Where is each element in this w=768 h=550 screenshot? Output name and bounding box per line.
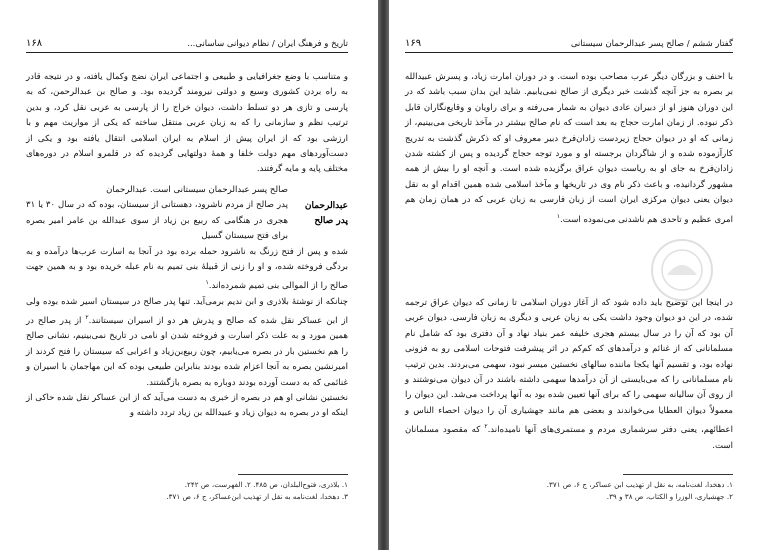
left-footnote-1: ۱. بلاذری، فتوح‌البلدان، ص ۴۸۵. ۲. الفهرست، ص ۲۴۲.	[184, 480, 348, 489]
left-running-head	[26, 36, 348, 53]
left-page-number: ۱۶۸	[26, 38, 43, 49]
right-running-head	[405, 36, 733, 53]
section-heading-line-2: پدر صالح	[314, 216, 348, 227]
left-footnotes	[26, 474, 348, 503]
section-heading	[290, 199, 348, 230]
book-gutter	[378, 0, 389, 550]
right-footnote-rule	[623, 474, 733, 475]
left-top-text: و متناسب با وضع جغرافیایی و طبیعی و اجتماعی ایران نضج وکمال یافته، و در نتیجه قادر به راه بردن کشوری وسیع و دولتی نیرومند گردیده بود. و صالح بن عبدالرحمن، که به پارسی و تازی هر دو تسلط داشت، دیوان خراج را از پارسی به عربی نقل کرد، و بدین ترتیب نظم و سازمانی را که به زبان عربی منتقل ساخته که یکی از مواریث مهم و با ارزشی بود که از ایران پیش از اسلام به ایران اسلامی انتقال یافته بود و یکی از دست‌آوردهای مهم دولت خلفا و همهٔ دولتهایی گردیده که در قلمرو اسلام در دوره‌های مختلف پایه و مایه گرفتند.	[26, 72, 348, 175]
right-main-paragraph	[405, 70, 733, 228]
right-footnote-2: ۲. جهشیاری، الوزرا و الکتاب، ص ۳۸ و ۳۹.	[606, 492, 733, 501]
section-paragraph-2	[26, 295, 348, 391]
watermark-seal-icon	[647, 235, 717, 305]
section-paragraph-2-cont: از پدر صالح در همین مورد و به علت ذکر اسارت و فروخته شدن او نامی در تاریخ نمی‌بینیم، نشانی صالح را هم نخستین بار در بصره می‌یابیم، چون ربیع‌بن‌زیاد و اعرابی که سیستان را فتح کردند از امیرنشین بصره به آنجا اعزام شده بودند بنابراین طبیعی بوده که این مهاجمان با اسیران و غنائمی که به دست آورده بودند دوباره به بصره بازگشتند.	[26, 315, 348, 388]
right-main-text-body: با احنف و بزرگان دیگر عرب مصاحب بوده است. و در دوران امارت زیاد، و پسرش عبیدالله بر بصره به جز آنچه گذشت خبر دیگری از صالح نمی‌یابیم. شاید این بدان سبب باشد که در این دوران هنوز او از دبیران عادی دیوان به شمار می‌رفته و برای راویان و وقایع‌نگاران قابل ذکر نبوده. از زمان امارت حجاج به بعد است که نام صالح بیشتر در مآخذ تاریخی می‌بینیم، از زمانی که او در دیوان حجاج زیردست زادان‌فرخ دبیر معروف او که ذکرش گذشت به تدریج کارآزموده شده و از شاگردان برجسته او و مورد توجه حجاج گردیده و پس از کشته شدن زادان‌فرخ به جای او به ریاست دیوان عراق برگزیده شده است. و آنچه او را بیش از همه مشهور گردانیده، و باعث ذکر نام وی در تاریخها و مآخذ اسلامی شده همین اقدام او به نقل دیوان یعنی دیوان مرکزی ایران است از زبان فارسی به زبان عربی که در همان زمان هم امری عظیم و تاحدی هم ناشدنی می‌نموده است.	[405, 72, 733, 225]
right-second-tail: که مقصود مسلمانان است.	[405, 425, 733, 451]
section-paragraph-1-text: شده و پس از فتح زرنگ به ناشرود حمله برده بود در آنجا به اسارت عرب‌ها درآمده و به بردگی فروخته شده، و او را زنی از قبیلهٔ بنی تمیم به نام عبله خریده بود و به همین جهت صالح را از الموالی بنی تمیم شمرده‌اند.	[26, 246, 348, 292]
right-footnote-ref-1: ۱	[556, 212, 561, 220]
footnote-ref-2: ۲	[85, 314, 89, 322]
section-paragraph-3: نخستین نشانی او هم در بصره از خبری به دست می‌آید که از ابن عساکر نقل شده حاکی از اینکه او در بصره به دیوان زیاد و عبیدالله بن زیاد تردد داشته و	[25, 393, 348, 419]
right-main-text	[405, 70, 733, 228]
section-lead: صالح پسر عبدالرحمان سیستانی است. عبدالرحمان	[106, 185, 288, 195]
right-footnotes	[405, 474, 733, 503]
footnote-ref-1: ۱	[205, 279, 209, 287]
section-heading-line-1: عبدالرحمان	[304, 201, 348, 211]
right-second-paragraph	[405, 296, 733, 454]
left-footnote-rule	[238, 474, 348, 475]
right-footnote-ref-2: ۲	[484, 423, 488, 431]
section-paragraph-1	[26, 245, 348, 295]
left-footnote-2: ۳. دهخدا، لغت‌نامه به نقل از تهذیب ابن‌عساکر، ج ۶، ص ۳۷۱.	[166, 492, 348, 501]
left-top-paragraph	[26, 70, 348, 178]
left-page	[0, 0, 378, 550]
right-page-number: ۱۶۹	[405, 38, 422, 49]
left-subsection	[26, 183, 348, 422]
right-page	[389, 0, 768, 550]
section-indented-text: پدر صالح از مردم ناشرود، دهستانی از سیستان، بوده که در سال ۳۰ یا ۳۱ هجری در هنگامی که ربیع بن زیاد از سوی عبدالله بن عامر امیر بصره برای فتح سیستان گسیل	[26, 200, 288, 242]
right-second-text-body: در اینجا این توضیح باید داده شود که از آغاز دوران اسلامی تا زمانی که دیوان عراق ترجمه شده، در این دو دیوان وجود داشت یکی به زبان عربی و دیگری به زبان فارسی. دیوان عربی آن بود که آن را در سال بیستم هجری خلیفه عمر بنیاد نهاد و آن دفتری بود که شامل نام مسلمانانی که از غنائم و درآمدهای که کم‌کم در اثر پیشرفت فتوحات اسلامی رو به فزونی نهاده بود، و تقسیم آنها یکجا ماننده سالهای نخستین میسر نبود، سهمی می‌بردند. بدین ترتیب نام مسلمانانی را که می‌بایستی از آن درآمدها سهمی داشته باشند در آن دیوان می‌نوشتند و از روی آن سالیانه سهمی را که برای آنها تعیین شده بود به آنها پرداخت می‌شد. این دیوان را معمولاً دیوان العطایا می‌خواندند و بعضی هم مانند جهشیاری آن را دیوان احصاء الناس و اعطائهم، یعنی دفتر سرشماری مردم و مستمری‌های آنها نامیده‌اند.	[405, 298, 733, 436]
left-running-title: تاریخ و فرهنگ ایران / نظام دیوانی ساسانی...	[187, 39, 348, 49]
right-footnote-1: ۱. دهخدا، لغت‌نامه، به نقل از تهذیب ابن عساکر، ج ۶، ص ۳۷۱.	[546, 480, 733, 489]
right-second-text	[405, 296, 733, 454]
right-running-title: گفتار ششم / صالح پسر عبدالرحمان سیستانی	[570, 39, 733, 49]
section-paragraph-2-text: چنانکه از نوشتهٔ بلاذری و ابن ندیم برمی‌آید. تنها پدر صالح در سیستان اسیر شده بوده ولی از ابن عساکر نقل شده که صالح و پدرش هر دو از اسیران سیستانند.	[26, 296, 349, 326]
